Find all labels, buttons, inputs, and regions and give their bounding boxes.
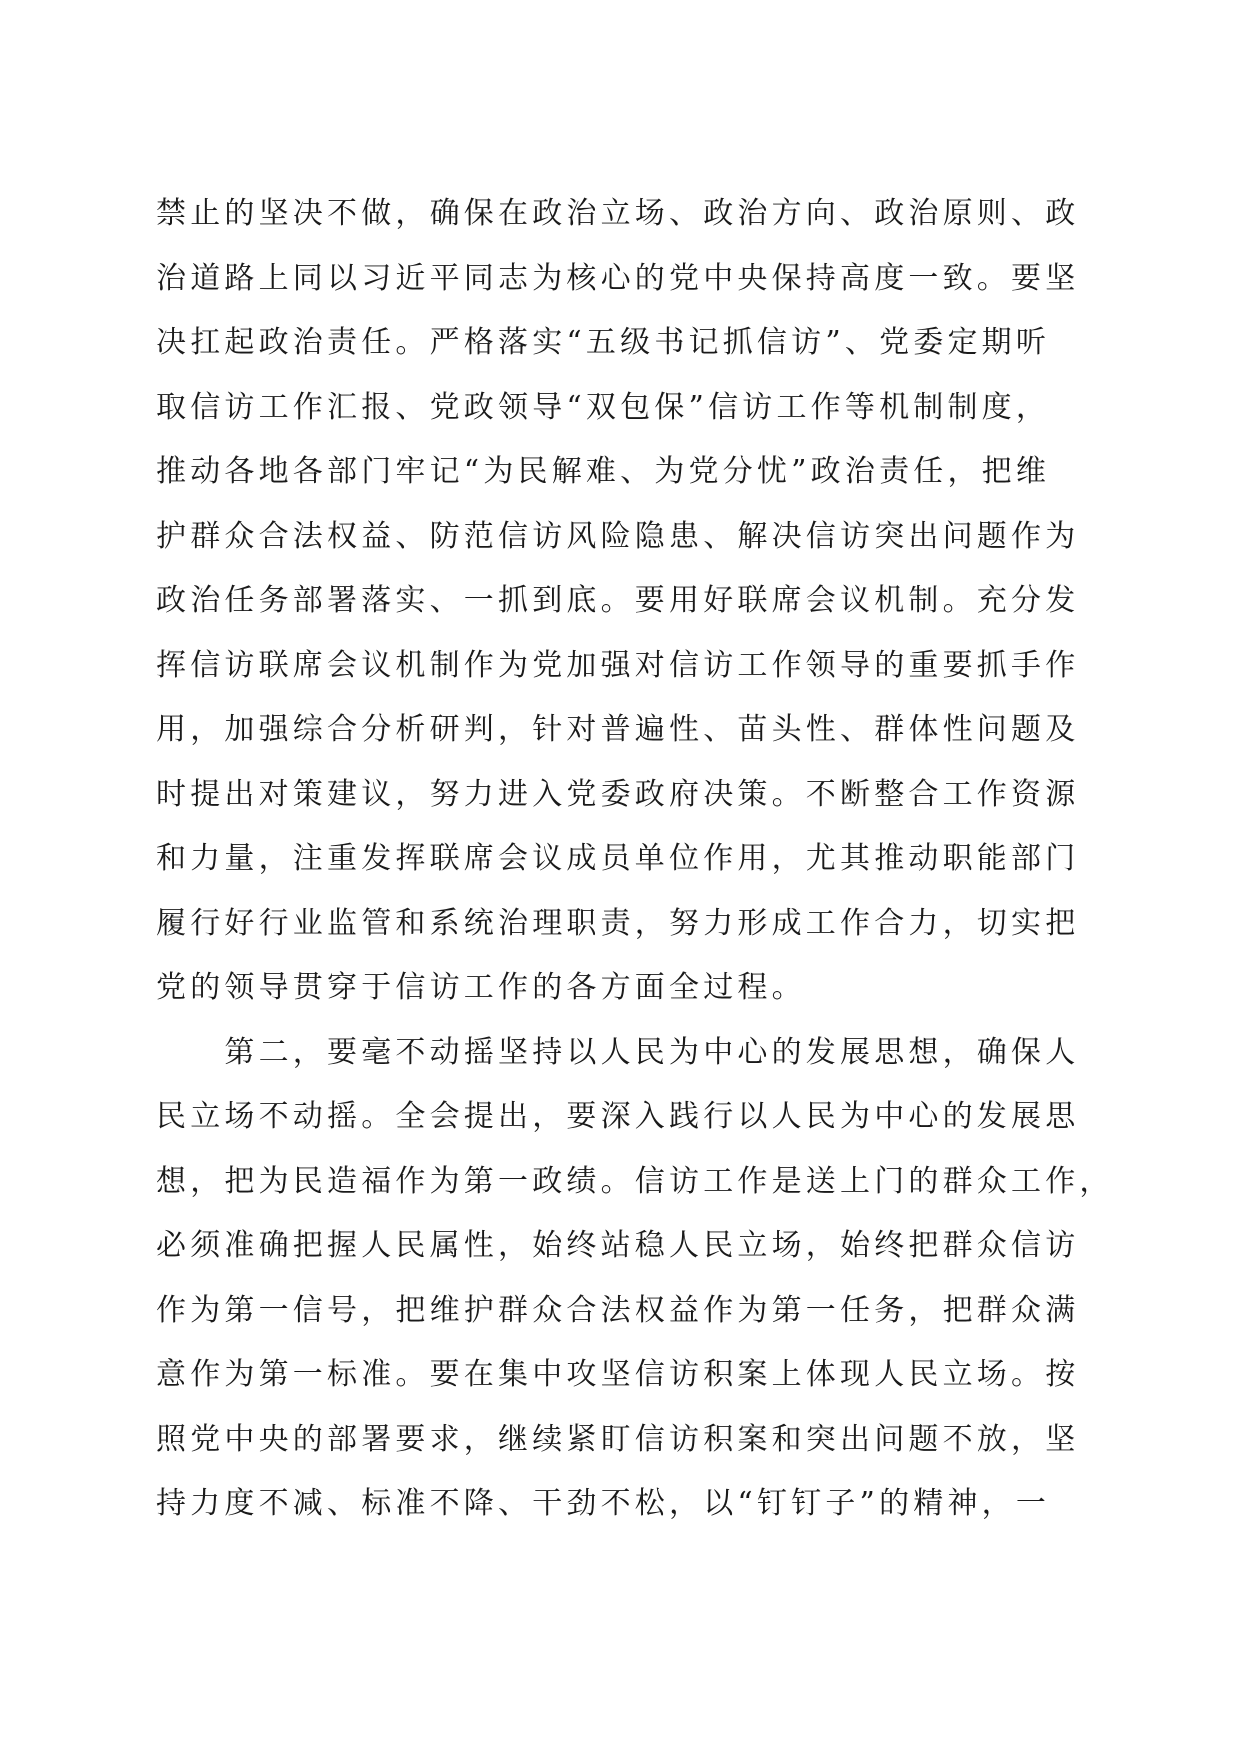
text-line: 持力度不减、标准不降、干劲不松，以“钉钉子”的精神，一 — [156, 1486, 1051, 1521]
text-line: 党的领导贯穿于信访工作的各方面全过程。 — [156, 970, 806, 1005]
text-line: 意作为第一标准。要在集中攻坚信访积案上体现人民立场。按 — [156, 1357, 1080, 1392]
text-line: 必须准确把握人民属性，始终站稳人民立场，始终把群众信访 — [156, 1228, 1080, 1263]
text-line: 护群众合法权益、防范信访风险隐患、解决信访突出问题作为 — [156, 518, 1080, 554]
body-text — [156, 182, 1114, 1537]
text-line: 履行好行业监管和系统治理职责，努力形成工作合力，切实把 — [156, 905, 1080, 941]
text-line: 取信访工作汇报、党政领导“双包保”信访工作等机制制度， — [156, 389, 1051, 425]
text-line: 治道路上同以习近平同志为核心的党中央保持高度一致。要坚 — [156, 260, 1080, 296]
text-line: 挥信访联席会议机制作为党加强对信访工作领导的重要抓手作 — [156, 647, 1080, 683]
text-line: 想，把为民造福作为第一政绩。信访工作是送上门的群众工作， — [156, 1163, 1114, 1199]
text-line: 照党中央的部署要求，继续紧盯信访积案和突出问题不放，坚 — [156, 1421, 1080, 1457]
text-line: 政治任务部署落实、一抓到底。要用好联席会议机制。充分发 — [156, 583, 1080, 618]
text-line: 用，加强综合分析研判，针对普遍性、苗头性、群体性问题及 — [156, 712, 1080, 747]
text-line: 第二，要毫不动摇坚持以人民为中心的发展思想，确保人 — [156, 1034, 1080, 1070]
text-line: 和力量，注重发挥联席会议成员单位作用，尤其推动职能部门 — [156, 841, 1080, 876]
text-line: 禁止的坚决不做，确保在政治立场、政治方向、政治原则、政 — [156, 196, 1080, 231]
text-line: 作为第一信号，把维护群众合法权益作为第一任务，把群众满 — [156, 1292, 1080, 1328]
text-line: 民立场不动摇。全会提出，要深入践行以人民为中心的发展思 — [156, 1099, 1080, 1134]
text-line: 时提出对策建议，努力进入党委政府决策。不断整合工作资源 — [156, 776, 1080, 812]
text-line: 决扛起政治责任。严格落实“五级书记抓信访”、党委定期听 — [156, 325, 1051, 360]
text-line: 推动各地各部门牢记“为民解难、为党分忧”政治责任，把维 — [156, 454, 1051, 489]
